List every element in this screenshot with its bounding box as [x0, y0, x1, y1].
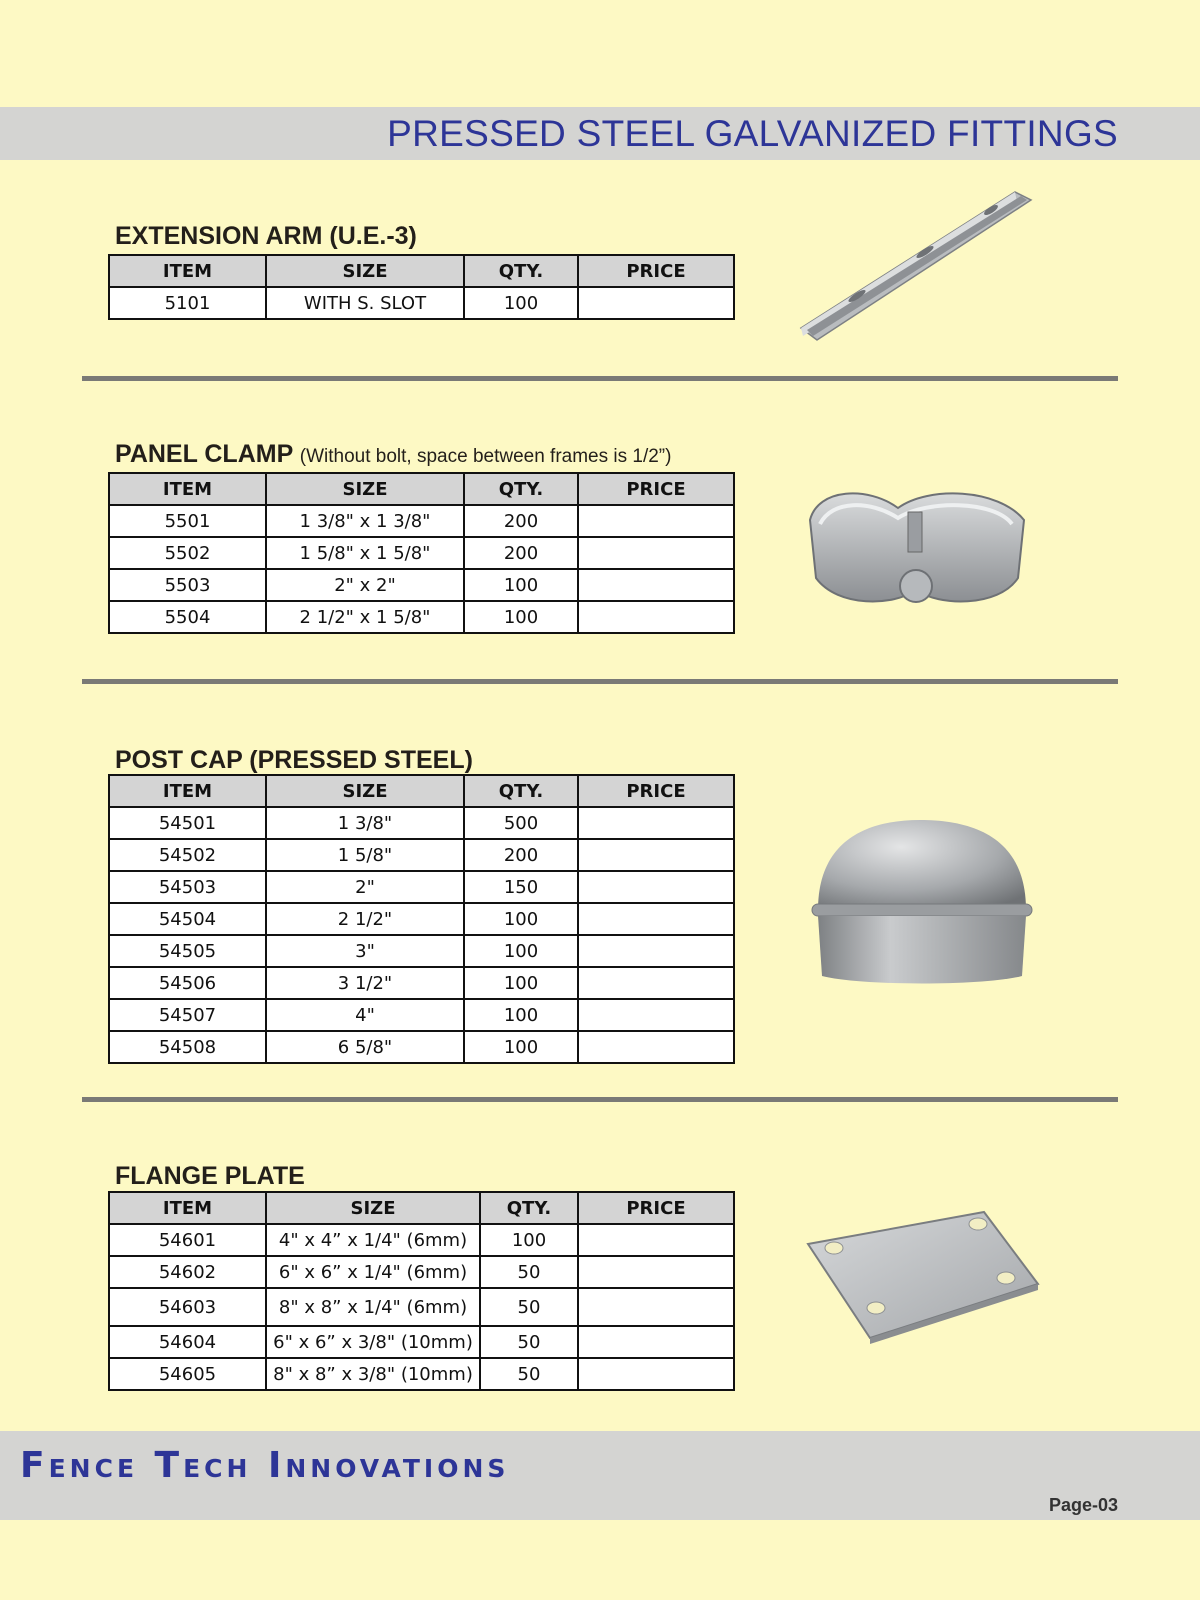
flange-plate-table: [108, 1191, 735, 1391]
size-cell: 6" x 6” x 3/8" (10mm): [266, 1326, 480, 1358]
item-cell: 5502: [109, 537, 266, 569]
table-row: [109, 1288, 734, 1326]
column-header-price: PRICE: [578, 255, 734, 287]
table-row: [109, 1256, 734, 1288]
column-header-price: PRICE: [578, 1192, 734, 1224]
table-row: [109, 903, 734, 935]
item-cell: 54505: [109, 935, 266, 967]
item-cell: 54602: [109, 1256, 266, 1288]
size-cell: WITH S. SLOT: [266, 287, 464, 319]
price-cell: [578, 601, 734, 633]
size-cell: 8" x 8” x 1/4" (6mm): [266, 1288, 480, 1326]
item-cell: 54501: [109, 807, 266, 839]
table-header-row: [109, 1192, 734, 1224]
column-header-qty: QTY.: [464, 775, 578, 807]
size-cell: 6 5/8": [266, 1031, 464, 1063]
qty-cell: 100: [464, 999, 578, 1031]
table-row: [109, 935, 734, 967]
size-cell: 4": [266, 999, 464, 1031]
price-cell: [578, 1326, 734, 1358]
item-cell: 54506: [109, 967, 266, 999]
column-header-item: ITEM: [109, 473, 266, 505]
price-cell: [578, 999, 734, 1031]
item-cell: 54503: [109, 871, 266, 903]
qty-cell: 200: [464, 505, 578, 537]
flange-plate-image: [806, 1208, 1042, 1344]
panel-clamp-image: [798, 478, 1038, 628]
qty-cell: 150: [464, 871, 578, 903]
column-header-size: SIZE: [266, 1192, 480, 1224]
panel-clamp-title: [115, 440, 671, 469]
table-row: [109, 1358, 734, 1390]
column-header-qty: QTY.: [480, 1192, 578, 1224]
table-row: [109, 537, 734, 569]
item-cell: 54603: [109, 1288, 266, 1326]
price-cell: [578, 903, 734, 935]
column-header-size: SIZE: [266, 775, 464, 807]
item-cell: 5501: [109, 505, 266, 537]
qty-cell: 200: [464, 839, 578, 871]
section-divider: [82, 376, 1118, 381]
item-cell: 54508: [109, 1031, 266, 1063]
item-cell: 54604: [109, 1326, 266, 1358]
table-row: [109, 839, 734, 871]
size-cell: 2" x 2": [266, 569, 464, 601]
item-cell: 5503: [109, 569, 266, 601]
price-cell: [578, 967, 734, 999]
price-cell: [578, 1358, 734, 1390]
qty-cell: 500: [464, 807, 578, 839]
table-row: [109, 505, 734, 537]
panel-clamp-table: [108, 472, 735, 634]
flange-plate-title: FLANGE PLATE: [115, 1162, 305, 1190]
price-cell: [578, 505, 734, 537]
column-header-size: SIZE: [266, 255, 464, 287]
qty-cell: 50: [480, 1256, 578, 1288]
section-divider: [82, 1097, 1118, 1102]
price-cell: [578, 807, 734, 839]
qty-cell: 100: [464, 1031, 578, 1063]
size-cell: 2": [266, 871, 464, 903]
qty-cell: 100: [464, 287, 578, 319]
table-row: [109, 807, 734, 839]
qty-cell: 100: [464, 967, 578, 999]
item-cell: 5101: [109, 287, 266, 319]
extension-arm-table: [108, 254, 735, 320]
table-header-row: [109, 255, 734, 287]
brand-logo-text: Fence Tech Innovations: [20, 1445, 510, 1486]
price-cell: [578, 1224, 734, 1256]
table-row: [109, 1031, 734, 1063]
table-row: [109, 1224, 734, 1256]
item-cell: 54504: [109, 903, 266, 935]
item-cell: 54502: [109, 839, 266, 871]
qty-cell: 100: [480, 1224, 578, 1256]
panel-clamp-title-text: PANEL CLAMP: [115, 440, 293, 468]
column-header-item: ITEM: [109, 1192, 266, 1224]
size-cell: 8" x 8” x 3/8" (10mm): [266, 1358, 480, 1390]
item-cell: 54601: [109, 1224, 266, 1256]
size-cell: 1 5/8": [266, 839, 464, 871]
qty-cell: 50: [480, 1288, 578, 1326]
table-row: [109, 871, 734, 903]
size-cell: 1 3/8": [266, 807, 464, 839]
qty-cell: 100: [464, 601, 578, 633]
size-cell: 2 1/2": [266, 903, 464, 935]
post-cap-title: POST CAP (PRESSED STEEL): [115, 746, 473, 774]
table-row: [109, 967, 734, 999]
size-cell: 4" x 4” x 1/4" (6mm): [266, 1224, 480, 1256]
price-cell: [578, 871, 734, 903]
qty-cell: 100: [464, 903, 578, 935]
size-cell: 1 3/8" x 1 3/8": [266, 505, 464, 537]
price-cell: [578, 839, 734, 871]
size-cell: 6" x 6” x 1/4" (6mm): [266, 1256, 480, 1288]
price-cell: [578, 537, 734, 569]
price-cell: [578, 1256, 734, 1288]
column-header-qty: QTY.: [464, 473, 578, 505]
qty-cell: 200: [464, 537, 578, 569]
qty-cell: 100: [464, 935, 578, 967]
qty-cell: 50: [480, 1358, 578, 1390]
item-cell: 54507: [109, 999, 266, 1031]
column-header-qty: QTY.: [464, 255, 578, 287]
table-header-row: [109, 775, 734, 807]
price-cell: [578, 935, 734, 967]
column-header-item: ITEM: [109, 775, 266, 807]
post-cap-table: [108, 774, 735, 1064]
post-cap-image: [804, 818, 1044, 998]
column-header-size: SIZE: [266, 473, 464, 505]
size-cell: 3 1/2": [266, 967, 464, 999]
column-header-price: PRICE: [578, 473, 734, 505]
panel-clamp-note: (Without bolt, space between frames is 1/2”): [299, 446, 672, 467]
footer-band: [0, 1431, 1200, 1520]
price-cell: [578, 569, 734, 601]
table-row: [109, 1326, 734, 1358]
item-cell: 54605: [109, 1358, 266, 1390]
price-cell: [578, 1031, 734, 1063]
table-row: [109, 601, 734, 633]
section-divider: [82, 679, 1118, 684]
qty-cell: 50: [480, 1326, 578, 1358]
column-header-price: PRICE: [578, 775, 734, 807]
extension-arm-title: EXTENSION ARM (U.E.-3): [115, 222, 417, 250]
extension-arm-image: [795, 188, 1035, 348]
size-cell: 3": [266, 935, 464, 967]
table-row: [109, 287, 734, 319]
header-band: [0, 107, 1200, 160]
price-cell: [578, 1288, 734, 1326]
size-cell: 1 5/8" x 1 5/8": [266, 537, 464, 569]
page-title: PRESSED STEEL GALVANIZED FITTINGS: [387, 113, 1118, 154]
table-header-row: [109, 473, 734, 505]
column-header-item: ITEM: [109, 255, 266, 287]
table-row: [109, 999, 734, 1031]
qty-cell: 100: [464, 569, 578, 601]
price-cell: [578, 287, 734, 319]
page-number: Page-03: [1048, 1495, 1118, 1515]
size-cell: 2 1/2" x 1 5/8": [266, 601, 464, 633]
table-row: [109, 569, 734, 601]
item-cell: 5504: [109, 601, 266, 633]
